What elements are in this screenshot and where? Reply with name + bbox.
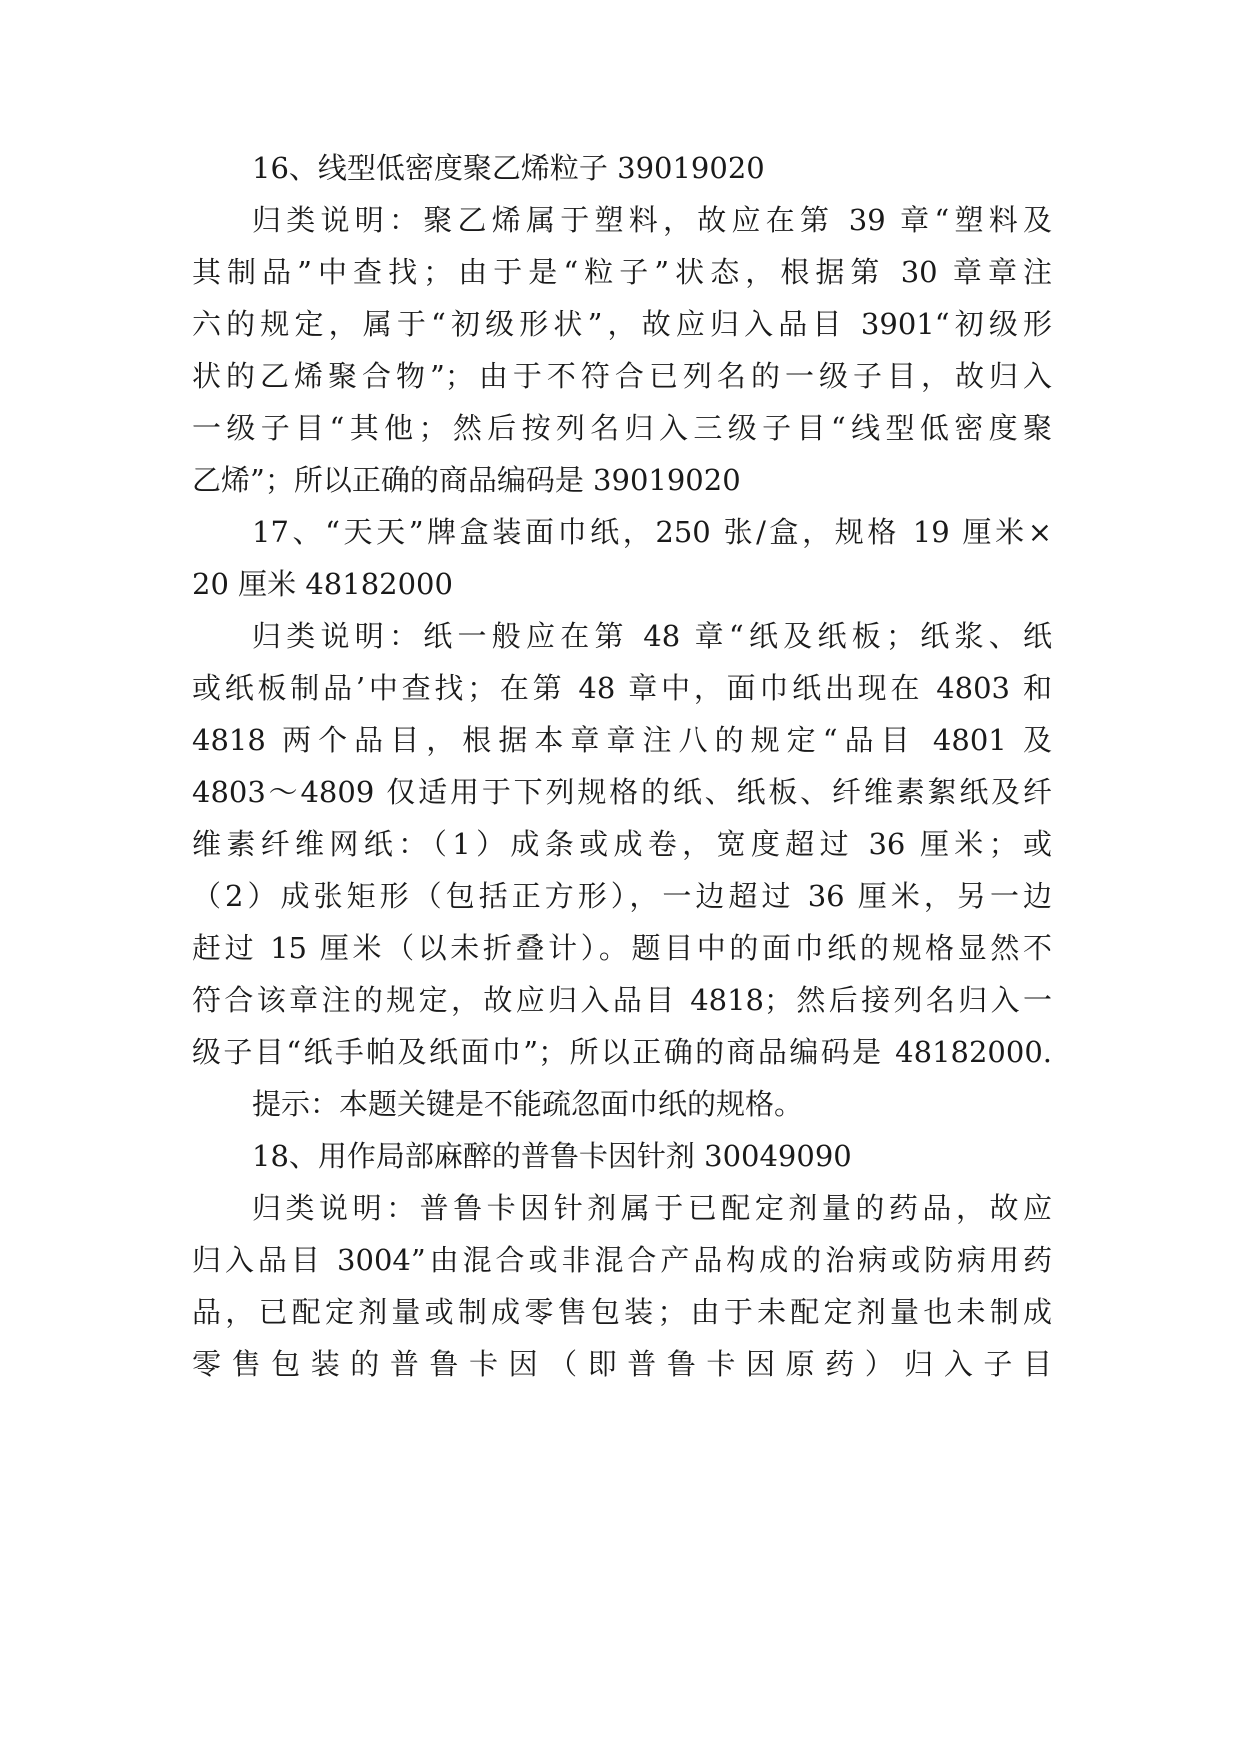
item-17-heading-cont: 20 厘米 48182000 bbox=[192, 567, 453, 601]
paragraph-line: 乙烯”；所以正确的商品编码是 39019020 bbox=[192, 463, 741, 497]
paragraph-line: 归入品目 3004”由混合或非混合产品构成的治病或防病用药 bbox=[192, 1243, 1052, 1277]
paragraph-line: 或纸板制品’中查找；在第 48 章中，面巾纸出现在 4803 和 bbox=[192, 671, 1052, 705]
item-17-heading: 17、“天天”牌盒装面巾纸，250 张/盒，规格 19 厘米× bbox=[252, 515, 1052, 549]
paragraph-line: 级子目“纸手帕及纸面巾”；所以正确的商品编码是 48182000. bbox=[192, 1035, 1052, 1069]
paragraph-line: 符合该章注的规定，故应归入品目 4818；然后接列名归入一 bbox=[192, 983, 1052, 1017]
paragraph-line: 归类说明：普鲁卡因针剂属于已配定剂量的药品，故应 bbox=[252, 1191, 1052, 1225]
paragraph-line: 归类说明：纸一般应在第 48 章“纸及纸板；纸浆、纸 bbox=[252, 619, 1052, 653]
paragraph-line: （2）成张矩形（包括正方形），一边超过 36 厘米，另一边 bbox=[192, 879, 1052, 913]
paragraph-line: 状的乙烯聚合物”；由于不符合已列名的一级子目，故归入 bbox=[192, 359, 1052, 393]
paragraph-line: 六的规定，属于“初级形状”，故应归入品目 3901“初级形 bbox=[192, 307, 1052, 341]
paragraph-line: 一级子目“其他；然后按列名归入三级子目“线型低密度聚 bbox=[192, 411, 1052, 445]
paragraph-line: 维素纤维网纸：（1）成条或成卷，宽度超过 36 厘米；或 bbox=[192, 827, 1052, 861]
paragraph-line: 赶过 15 厘米（以未折叠计）。题目中的面巾纸的规格显然不 bbox=[192, 931, 1052, 965]
paragraph-line: 零售包装的普鲁卡因（即普鲁卡因原药）归入子目 bbox=[192, 1347, 1052, 1381]
item-18-heading: 18、用作局部麻醉的普鲁卡因针剂 30049090 bbox=[252, 1139, 852, 1173]
paragraph-line: 其制品”中查找；由于是“粒子”状态，根据第 30 章章注 bbox=[192, 255, 1052, 289]
item-16-heading: 16、线型低密度聚乙烯粒子 39019020 bbox=[252, 151, 765, 185]
tip-line: 提示：本题关键是不能疏忽面巾纸的规格。 bbox=[252, 1087, 804, 1121]
paragraph-line: 4818 两个品目，根据本章章注八的规定“品目 4801 及 bbox=[192, 723, 1052, 757]
paragraph-line: 归类说明：聚乙烯属于塑料，故应在第 39 章“塑料及 bbox=[252, 203, 1052, 237]
paragraph-line: 4803～4809 仅适用于下列规格的纸、纸板、纤维素絮纸及纤 bbox=[192, 775, 1052, 809]
paragraph-line: 品，已配定剂量或制成零售包装；由于未配定剂量也未制成 bbox=[192, 1295, 1052, 1329]
